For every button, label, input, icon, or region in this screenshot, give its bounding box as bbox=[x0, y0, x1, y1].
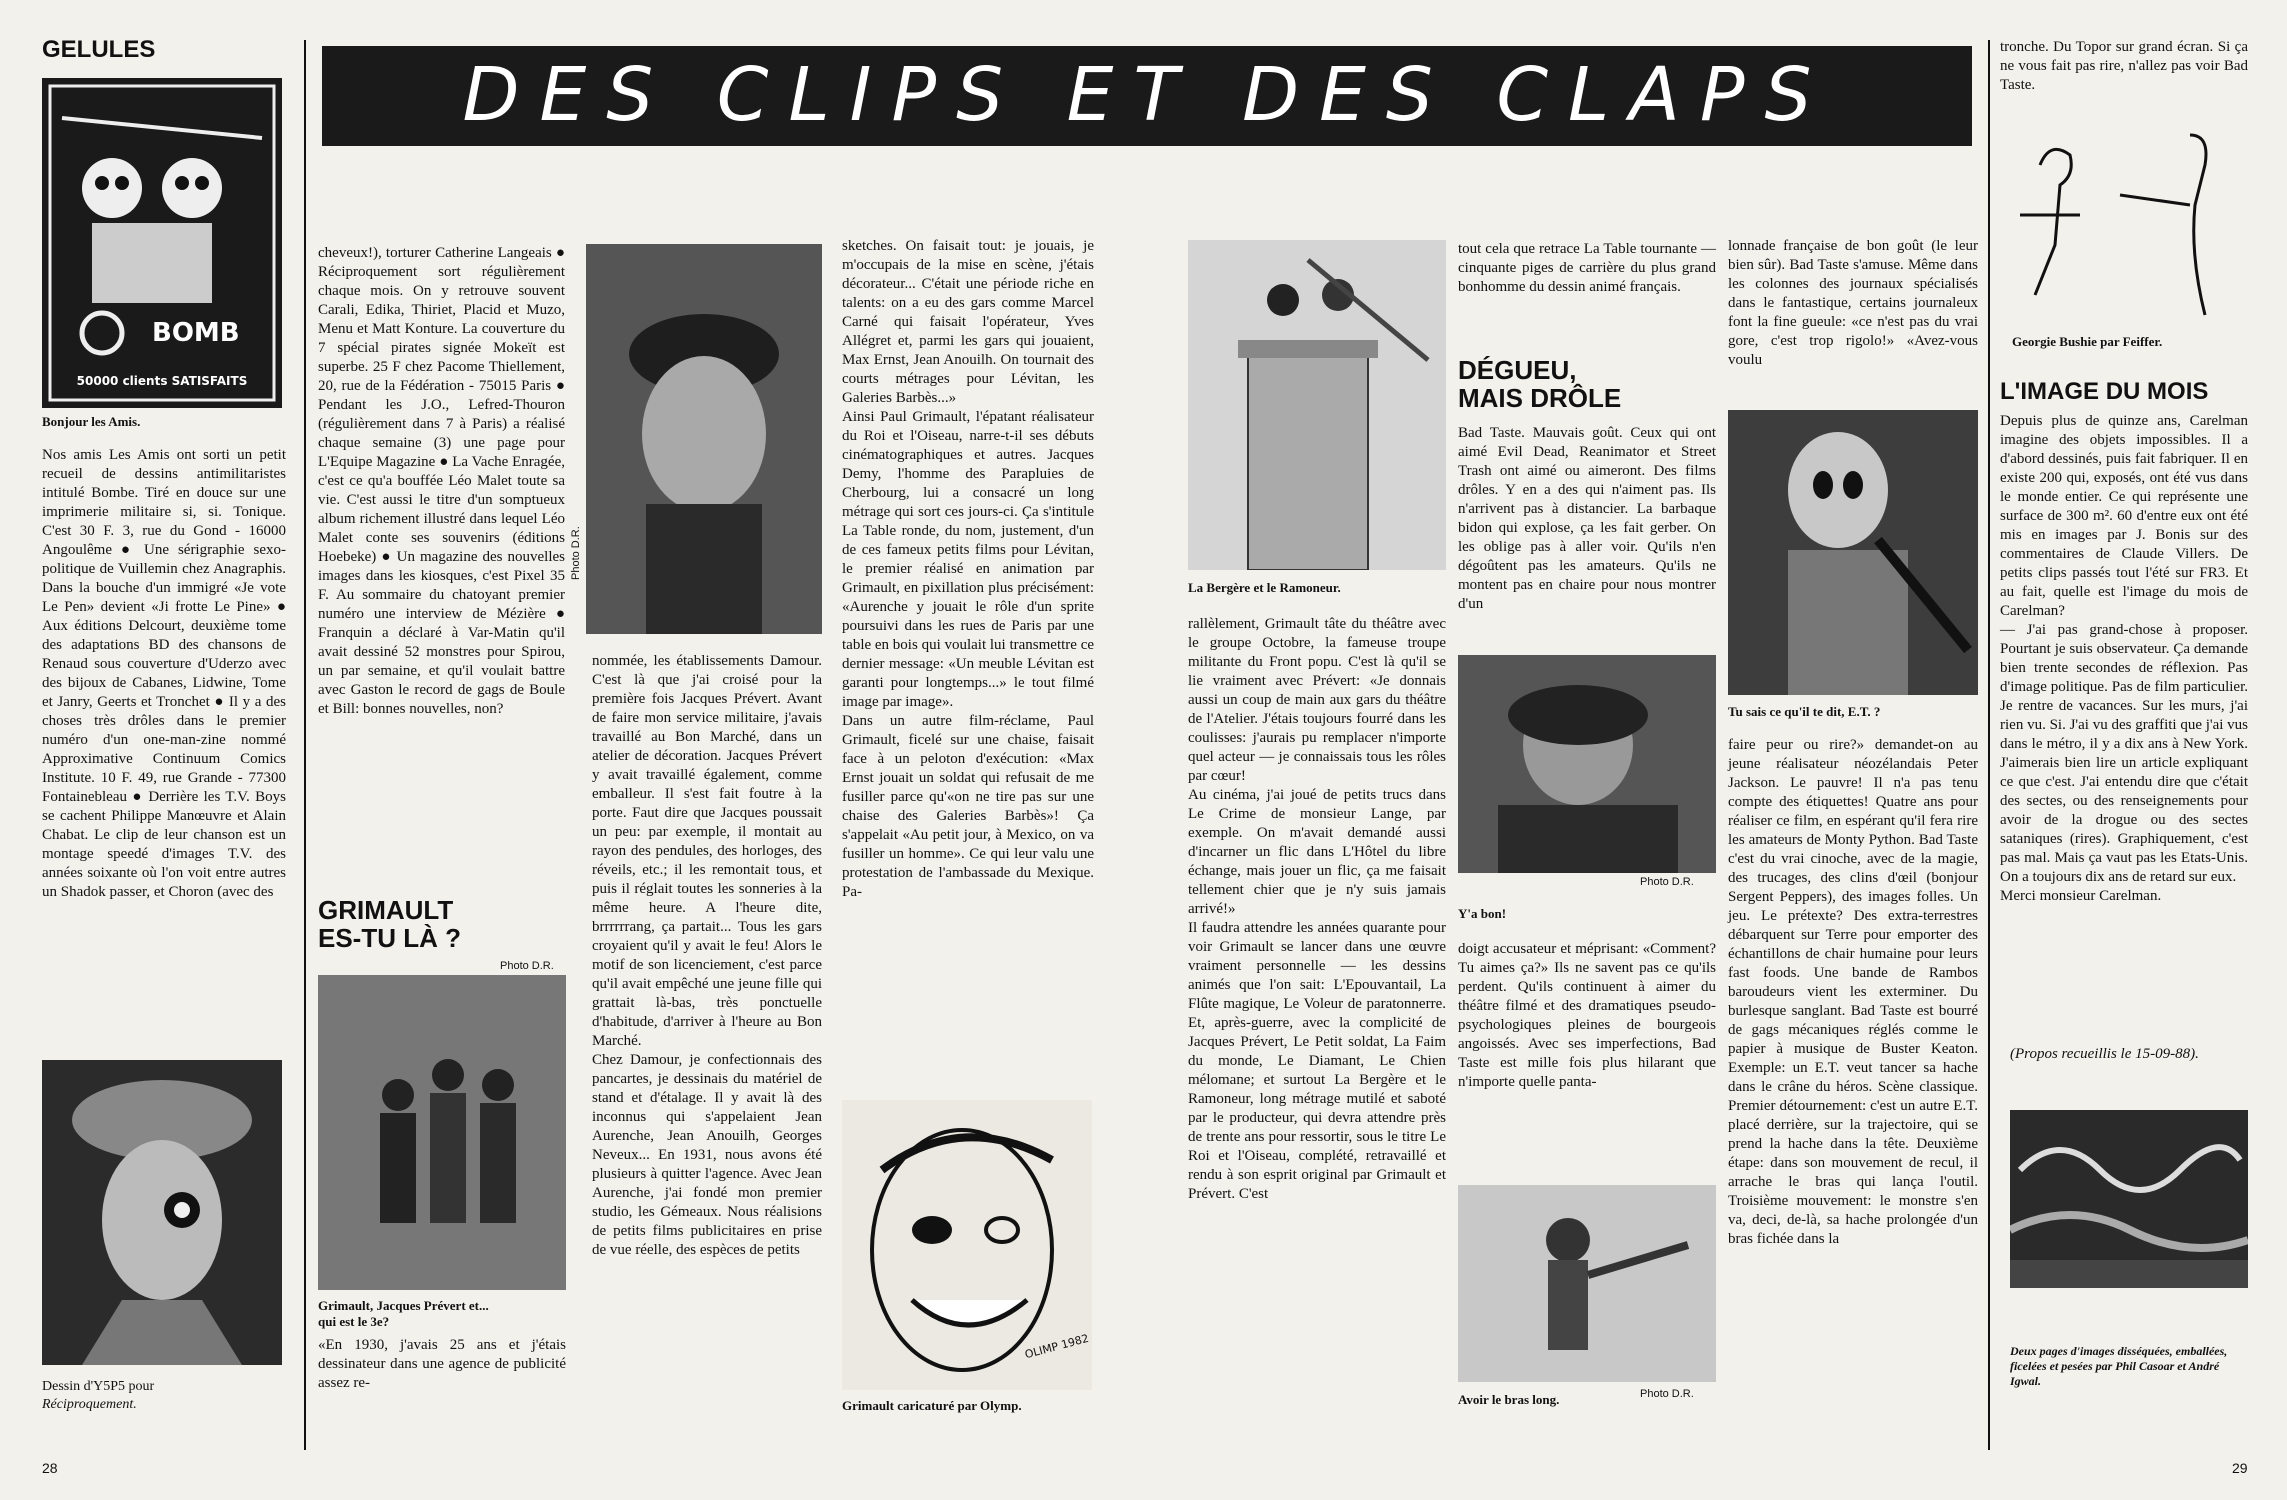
banner-title: DES CLIPS ET DES CLAPS bbox=[462, 52, 1832, 138]
graffiti-photo bbox=[2010, 1110, 2248, 1288]
gelules-body: Nos amis Les Amis ont sorti un petit recueil de dessins antimilitaristes intitulé Bombe. Tiré en douce sur une imprimerie militaire si, si. Tonique. C'est 30 F. 3, rue du Gond - 16000 Angoulême ● Une sérigraphie sexo-politique de Vuillemin chez Anagraphis. Dans la bouche d'un immigré «Je vote Le Pen» devient «Ji frotte Le Pine» ● Aux éditions Delcourt, deuxième tome des adaptations BD des chansons de Renaud sous couverture d'Uderzo avec des bijoux de Cabanes, Lidwine, Tome et Janry, Geerts et Tronchet ● Il y a des choses très drôles dans le premier numéro d'un one-man-zine nommé Approximative Continuum Comics Institute. 10 F. 49, rue Grande - 77300 Fontainebleau ● Derrière les T.V. Boys se cachent Philippe Manœuvre et Alain Chabat. Le clip de leur chanson est un montage speedé d'images T.V. des années soixante où l'on voit entre autres un Shadok passer, et Choron (avec des bbox=[42, 447, 286, 900]
vangogh-caption-line-1: Dessin d'Y5P5 pour bbox=[42, 1379, 155, 1394]
col2-body-2: «En 1930, j'avais 25 ans et j'étais dessinateur dans une agence de publicité assez re- bbox=[318, 1337, 566, 1391]
grimault-prevert-photo bbox=[318, 975, 566, 1290]
col6-body: tout cela que retrace La Table tournante — cinquante piges de carrière du plus grand bonhomme du dessin animé français. bbox=[1458, 241, 1716, 295]
col8-body: tronche. Du Topor sur grand écran. Si ça ne vous fait pas rire, n'allez pas voir Bad Taste. bbox=[2000, 39, 2248, 93]
grimault-caricature bbox=[842, 1100, 1092, 1390]
vangogh-drawing bbox=[42, 1060, 282, 1365]
col2-body: cheveux!), torturer Catherine Langeais ● Réciproquement sort régulièrement chaque mois. On y retrouve souvent Carali, Edika, Thiriet, Placid et Muzo, Menu et Matt Konture. La couverture du 7 spécial pirates signée Mokeït est superbe. 25 F chez Pacome Thiellement, 20, rue de la Fédération - 75015 Paris ● Pendant les J.O., Lefred-Thouron (régulièrement dans 7 à Paris) a réalisé chaque semaine (3) une page pour L'Equipe Magazine ● La Vache Enragée, c'est ce qu'a bouffée Léo Malet toute sa vie. C'est aussi le titre d'un somptueux album richement illustré dans lequel Léo Malet conte ses souvenirs (éditions Hoebeke) ● Un magazine des nouvelles images dans les kiosques, c'est Pixel 35 F. Au sommaire du chatoyant premier numéro une interview de Mézière ● Franquin a déclaré à Var-Matin qu'il avait dessiné 52 monstres pour Spirou, un par semaine, et qu'il voulait battre avec Gaston le record de gags de Boule et Bill: bonnes nouvelles, non? bbox=[318, 245, 565, 717]
photo-credit: Photo D.R. bbox=[570, 526, 582, 580]
bomb-tagline: 50000 clients SATISFAITS bbox=[76, 374, 248, 388]
arm-caption: Avoir le bras long. bbox=[1458, 1392, 1560, 1407]
grimault-photo-caption-line-1: Grimault, Jacques Prévert et... bbox=[318, 1298, 489, 1313]
column-divider bbox=[1988, 40, 1990, 1450]
page-number-left: 28 bbox=[42, 1460, 58, 1476]
bomb-caption: Bonjour les Amis. bbox=[42, 414, 141, 429]
col6-body-3: doigt accusateur et méprisant: «Comment? Tu aimes ça?» Ils ne savent pas ce qu'ils perdent. Qu'ils continuent à aimer du théâtre filmé et des dramatiques pseudo-psychologiques pleines de bourgeois angoissés. Avec ses imperfections, Bad Taste est mille fois plus hilarant que n'importe quelle panta- bbox=[1458, 941, 1716, 1090]
column-divider bbox=[304, 40, 306, 1450]
vangogh-caption bbox=[42, 1378, 154, 1414]
image-du-mois-heading: L'IMAGE DU MOIS bbox=[2000, 378, 2209, 405]
grimault-heading-line-2: ES-TU LÀ ? bbox=[318, 923, 461, 953]
photo-credit: Photo D.R. bbox=[500, 960, 554, 972]
caricature-signature: OLIMP 1982 bbox=[1023, 1331, 1091, 1362]
title-banner bbox=[322, 46, 1972, 146]
bomb-illustration bbox=[42, 78, 282, 408]
vangogh-caption-line-2: Réciproquement. bbox=[42, 1397, 137, 1412]
photo-credit: Photo D.R. bbox=[1640, 1388, 1694, 1400]
col5-body: rallèlement, Grimault tâte du théâtre avec le groupe Octobre, la fameuse troupe militante du Front popu. C'est là qu'il se lie vraiment avec Prévert: «Je donnais aussi un coup de main aux gars du théâtre de l'Atelier. J'étais toujours fourré dans les coulisses: j'aurais pu remplacer n'importe quel acteur — je connaissais tous les rôles par cœur! Au cinéma, j'ai joué de petits trucs dans Le Crime de monsieur Lange, par exemple. On m'avait demandé aussi d'incarner un flic dans L'Hôtel du libre échange, mais jouer un flic, ça me faisait tellement chier que je n'y suis jamais arrivé!» Il faudra attendre les années quarante pour voir Grimault se lancer dans une œuvre vraiment personnelle — les dessins animés que l'on sait: L'Epouvantail, La Flûte magique, Le Voleur de paratonnerre. Et, après-guerre, avec la complicité de Jacques Prévert, Le Petit soldat, La Faim du monde, Le Diamant, Le Chien mélomane; et surtout La Bergère et le Ramoneur, long métrage mutilé et saboté par le producteur, qui devra attendre près de trente ans pour ressortir, sous le titre Le Roi et l'Oiseau, complété, retravaillé et rendu à son esprit original par Grimault et Prévert. C'est bbox=[1188, 616, 1446, 1202]
degueu-heading-line-1: DÉGUEU, bbox=[1458, 355, 1577, 385]
bergere-caption: La Bergère et le Ramoneur. bbox=[1188, 580, 1341, 595]
grimault-photo-caption-line-2: qui est le 3e? bbox=[318, 1314, 390, 1329]
col7-body-2: faire peur ou rire?» demandet-on au jeune réalisateur néozélandais Peter Jackson. Le pauvre! Il n'a pas tenu compte des étiquettes! Quatre ans pour réaliser ce film, en espérant qu'il fera rire les amateurs de Monty Python. Bad Taste c'est du vrai cinoche, avec de la magie, des trucages, des clins d'œil (bonjour Sergent Peppers), des images folles. Un jeu. Le prétexte? Des extra-terrestres débarquent sur Terre pour emporter des échantillons de chair humaine pour leurs fast foods. Une bande de Rambos baroudeurs vient les exterminer. Du burlesque sanglant. Bad Taste est bourré de gags mécaniques réglés comme le papier à musique de Buster Keaton. Exemple: un E.T. veut tancer sa hache dans le crâne du héros. Scène classique. Premier détournement: c'est un autre E.T. placé derrière, sur la trajectoire, qui se prend la hache dans la tête. Deuxième étape: dans son mouvement de recul, il arrache le bras qui lança l'outil. Troisième mouvement: le monstre s'en va, deci, de-là, sa hache prolongée d'un bras fichée dans la bbox=[1728, 737, 1978, 1247]
footer-caption: Deux pages d'images disséquées, emballées, ficelées et pesées par Phil Casoar et André Igwal. bbox=[2010, 1344, 2228, 1388]
bad-taste-photo-yabon bbox=[1458, 655, 1716, 873]
caricature-caption: Grimault caricaturé par Olymp. bbox=[842, 1398, 1022, 1413]
col4-body: sketches. On faisait tout: je jouais, je m'occupais de la mise en scène, j'étais décorateur... C'était une période riche en talents: on a eu des gars comme Marcel Carné qui faisait l'opérateur, Yves Allégret et, parmi les gars qui jouaient, Max Ernst, Jean Anouilh. On tournait des courts métrages pour Lévitan, les Galeries Barbès...» Ainsi Paul Grimault, l'épatant réalisateur du Roi et l'Oiseau, narre-t-il ses débuts cinématographiques et autres. Jacques Demy, l'homme des Parapluies de Cherbourg, lui a consacré un long métrage qui sort ces jours-ci. Ça s'intitule La Table ronde, du nom, justement, d'un de ces fameux petits films pour Lévitan, le premier réalisé en animation par Grimault, en pixillation plus précisément: «Aurenche y jouait le rôle d'un sprite poursuivi dans les rues de Paris par une table en bois qui voulait lui transmettre ce dernier message: «Un meuble Lévitan est garanti pour longtemps...» le tout filmé image par image». Dans un autre film-réclame, Paul Grimault, ficelé sur une chaise, faisait face à un peloton d'exécution: «Max Ernst jouait un soldat qui refusait de me fusiller parce qu'«on ne tire pas sur une chaise des Galeries Barbès»! Ça s'appelait «Au petit jour, à Mexico, on va fusiller un homme». Ce qui leur valu une protestation de l'ambassade du Mexique. Pa- bbox=[842, 238, 1095, 900]
feiffer-caption: Georgie Bushie par Feiffer. bbox=[2012, 334, 2163, 349]
col3-body: nommée, les établissements Damour. C'est là que j'ai croisé pour la première fois Jacques Prévert. Avant de faire mon service militaire, j'avais travaillé au Bon Marché, dans un atelier de décoration. Jacques Prévert y avait travaillé également, comme emballeur. Il s'est fait foutre à la porte. Faut dire que Jacques poussait un peu: par exemple, il montait au rayon des pendules, des horloges, des réveils, etc.; il les remontait tous, et puis il réglait toutes les sonneries à la même heure. A l'heure dite, brrrrrrang, ça partait... Tous les gars croyaient qu'il y avait le feu! Alors le motif de son licenciement, c'est parce qu'il avait empêché une jeune fille qui grattait là-bas, très ponctuelle d'habitude, d'arriver à l'heure au Bon Marché. Chez Damour, je confectionnais des pancartes, je dessinais du matériel de stand et d'étalage. Il y avait là des inconnus qui s'appelaient Jean Aurenche, Jean Anouilh, Georges Neveux... En 1931, nous avons été plusieurs à quitter l'agence. Avec Jean Aurenche, j'ai fondé mon premier studio, les Gémeaux. Nous réalisions de petits films publicitaires en prise de vue réelle, des espèces de petits bbox=[592, 653, 822, 1258]
bad-taste-et-photo bbox=[1728, 410, 1978, 695]
feiffer-sketch bbox=[2000, 105, 2248, 325]
section-heading-gelules: GELULES bbox=[42, 36, 156, 63]
page-number-right: 29 bbox=[2232, 1460, 2248, 1476]
bergere-ramoneur-still bbox=[1188, 240, 1446, 570]
grimault-portrait-photo bbox=[586, 244, 822, 634]
col7-body: lonnade française de bon goût (le leur bien sûr). Bad Taste s'amuse. Même dans les colonnes des journaux spécialisés dans le fantastique, certains journaleux font la fine gueule: «ce n'est pas du vrai gore, c'est trop rigolo!» «Avez-vous voulu bbox=[1728, 238, 1978, 368]
grimault-heading bbox=[318, 896, 461, 952]
col6-body-2: Bad Taste. Mauvais goût. Ceux qui ont aimé Evil Dead, Reanimator et Street Trash ont aimé ou aimeront. Des films drôles. Y en a des qui n'aiment pas. Ils n'arrivent pas à distancier. La barbaque bidon qui explose, ça les fait gerber. On les oblige pas à aller voir. Qu'ils n'en dégoûtent pas les amateurs. Qu'ils ne montent pas en chaire pour nous montrer d'un bbox=[1458, 425, 1716, 612]
interview-note: (Propos recueillis le 15-09-88). bbox=[2010, 1046, 2199, 1062]
grimault-photo-caption bbox=[318, 1298, 566, 1330]
degueu-heading-line-2: MAIS DRÔLE bbox=[1458, 383, 1622, 413]
col8-body-2: Depuis plus de quinze ans, Carelman imagine des objets impossibles. Il a d'abord dessinés, puis fait fabriquer. Il en existe 200 qui, exposés, ont été vus dans le monde entier. Ce qui représente une surface de 300 m². 60 d'entre eux ont été mis en images par J. Bonis sur des commentaires de Claude Villers. De petits clips passés tout l'été sur FR3. Et au fait, quelle est l'image du mois de Carelman? — J'ai pas grand-chose à proposer. Pourtant je suis observateur. Ça demande bien trente secondes de réflexion. Pas d'image politique. Pas de film particulier. Je rentre de vacances. Sur les murs, j'ai rien vu. Si. J'ai vu des graffiti que j'ai vus dans le métro, il y a dix ans à New York. J'aimerais bien lire un article expliquant ce que c'est. J'ai entendu dire que c'était des sectes, ou des renseignements pour avoir de la drogue ou des sectes sataniques (rires). Graphiquement, c'est pas mal. Mais ça vaut pas les Etats-Unis. On a toujours dix ans de retard sur eux. Merci monsieur Carelman. bbox=[2000, 413, 2249, 904]
photo-credit: Photo D.R. bbox=[1640, 876, 1694, 888]
yabon-caption: Y'a bon! bbox=[1458, 906, 1507, 921]
bad-taste-photo-arm bbox=[1458, 1185, 1716, 1382]
bomb-word: BOMB bbox=[152, 318, 240, 348]
grimault-heading-line-1: GRIMAULT bbox=[318, 895, 454, 925]
et-caption: Tu sais ce qu'il te dit, E.T. ? bbox=[1728, 704, 1881, 719]
degueu-heading bbox=[1458, 356, 1621, 412]
